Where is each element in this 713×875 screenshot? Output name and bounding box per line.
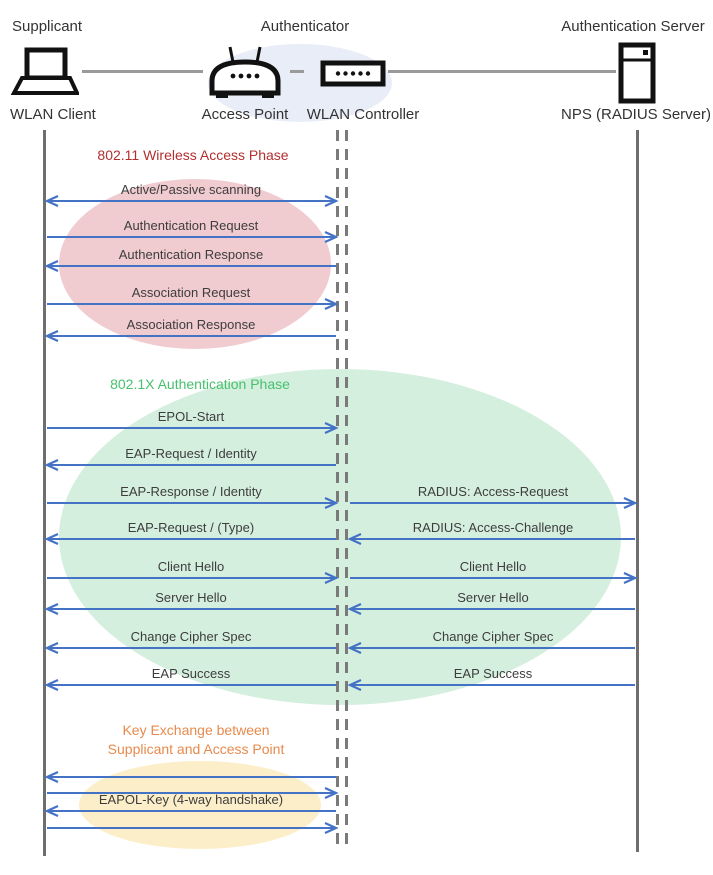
role-supplicant: Supplicant <box>12 18 83 35</box>
phase-title-2: Key Exchange between Supplicant and Access Point <box>107 722 285 757</box>
message-label: EAP-Response / Identity <box>120 484 262 499</box>
message-arrow <box>47 604 336 614</box>
message-arrow <box>47 643 336 653</box>
message-label: RADIUS: Access-Request <box>417 484 569 499</box>
phase-title-0: 802.11 Wireless Access Phase <box>97 147 289 163</box>
message-arrow <box>350 680 635 690</box>
device-label-wlan-controller: WLAN Controller <box>306 106 420 123</box>
message-label: Client Hello <box>459 559 527 574</box>
message-label: EAP Success <box>453 666 533 681</box>
message-label: Association Request <box>131 285 251 300</box>
message-label: Association Response <box>126 317 256 332</box>
message-arrow <box>47 423 336 433</box>
message-label: RADIUS: Access-Challenge <box>412 520 574 535</box>
phase-title-1: 802.1X Authentication Phase <box>110 376 290 392</box>
message-arrow <box>47 534 336 544</box>
message-arrow <box>47 196 336 206</box>
role-authentication-server: Authentication Server <box>561 18 705 35</box>
message-arrow <box>47 299 336 309</box>
message-label: Server Hello <box>155 590 227 605</box>
message-arrow <box>47 680 336 690</box>
message-label: Server Hello <box>457 590 529 605</box>
message-arrow <box>350 534 635 544</box>
role-authenticator: Authenticator <box>260 18 350 35</box>
message-label: Change Cipher Spec <box>130 629 252 644</box>
message-label: EPOL-Start <box>157 409 225 424</box>
message-arrow <box>47 498 336 508</box>
message-arrow <box>47 573 336 583</box>
message-arrow <box>350 643 635 653</box>
message-label: Authentication Response <box>118 247 264 262</box>
message-arrow <box>47 232 336 242</box>
message-label: EAP-Request / Identity <box>125 446 257 461</box>
message-arrow <box>350 604 635 614</box>
device-label-access-point: Access Point <box>201 106 289 123</box>
message-arrow <box>47 331 336 341</box>
message-arrow <box>350 573 635 583</box>
message-label: EAPOL-Key (4-way handshake) <box>98 792 284 807</box>
message-label: Active/Passive scanning <box>120 182 262 197</box>
message-arrow <box>47 772 336 782</box>
message-arrow <box>47 460 336 470</box>
device-label-wlan-client: WLAN Client <box>10 106 96 123</box>
message-arrow <box>350 498 635 508</box>
message-arrow <box>47 823 336 833</box>
message-arrow <box>47 806 336 816</box>
message-label: Change Cipher Spec <box>432 629 554 644</box>
message-arrow <box>47 261 336 271</box>
message-label: Authentication Request <box>123 218 259 233</box>
device-label-nps-radius-server: NPS (RADIUS Server) <box>560 106 712 123</box>
message-label: EAP-Request / (Type) <box>127 520 255 535</box>
message-label: EAP Success <box>151 666 231 681</box>
message-label: Client Hello <box>157 559 225 574</box>
